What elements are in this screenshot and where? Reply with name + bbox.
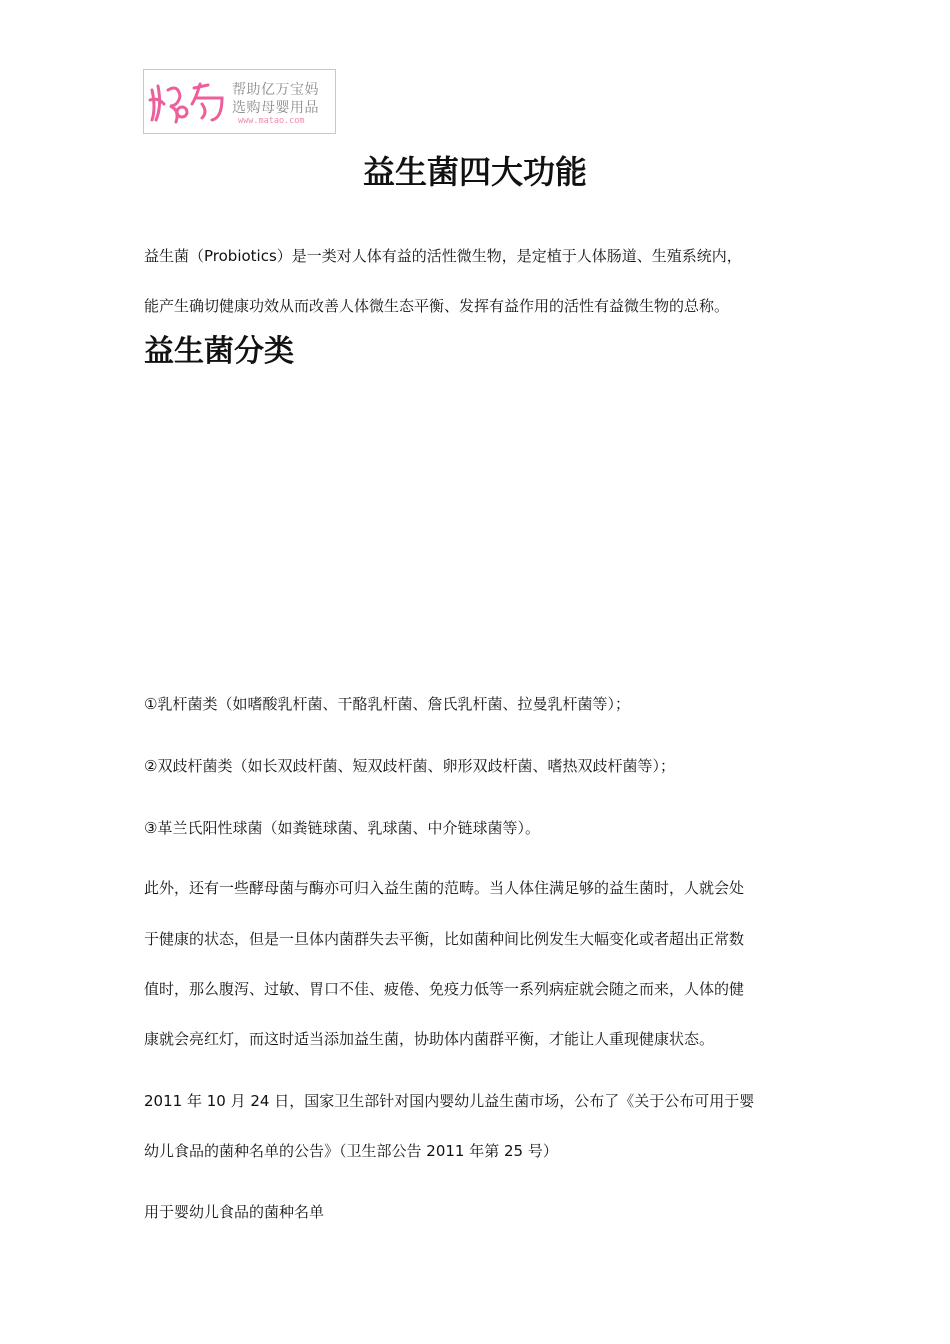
- logo-mark: [148, 76, 228, 126]
- paragraph-line: 康就会亮红灯，而这时适当添加益生菌，协助体内菌群平衡，才能让人重现健康状态。: [144, 1030, 715, 1048]
- list-caption: 用于婴幼儿食品的菌种名单: [144, 1203, 325, 1221]
- paragraph-line: 幼儿食品的菌种名单的公告》（卫生部公告 2011 年第 25 号）: [144, 1142, 558, 1160]
- paragraph-line: 此外，还有一些酵母菌与酶亦可归入益生菌的范畴。当人体住满足够的益生菌时，人就会处: [144, 879, 745, 897]
- logo: [143, 69, 336, 134]
- intro-line-1: 益生菌（Probiotics）是一类对人体有益的活性微生物，是定植于人体肠道、生殖系统内，: [144, 247, 742, 265]
- paragraph-line: 值时，那么腹泻、过敏、胃口不佳、疲倦、免疫力低等一系列病症就会随之而来，人体的健: [144, 980, 745, 998]
- logo-slogan-line-2: 选购母婴用品: [232, 100, 319, 116]
- paragraph-line: 2011 年 10 月 24 日，国家卫生部针对国内婴幼儿益生菌市场，公布了《关于公布可用于婴: [144, 1092, 755, 1110]
- paragraph-line: 于健康的状态，但是一旦体内菌群失去平衡，比如菌种间比例发生大幅变化或者超出正常数: [144, 930, 745, 948]
- logo-url: www.matao.com: [238, 116, 305, 126]
- page-title: 益生菌四大功能: [362, 153, 587, 191]
- category-item-1: ①乳杆菌类（如嗜酸乳杆菌、干酪乳杆菌、詹氏乳杆菌、拉曼乳杆菌等）；: [144, 695, 630, 713]
- category-item-3: ③革兰氏阳性球菌（如粪链球菌、乳球菌、中介链球菌等）。: [144, 819, 540, 837]
- category-item-2: ②双歧杆菌类（如长双歧杆菌、短双歧杆菌、卵形双歧杆菌、嗜热双歧杆菌等）；: [144, 757, 675, 775]
- logo-slogan-line-1: 帮助亿万宝妈: [232, 82, 319, 98]
- section-heading: 益生菌分类: [144, 334, 294, 369]
- intro-line-2: 能产生确切健康功效从而改善人体微生态平衡、发挥有益作用的活性有益微生物的总称。: [144, 297, 730, 315]
